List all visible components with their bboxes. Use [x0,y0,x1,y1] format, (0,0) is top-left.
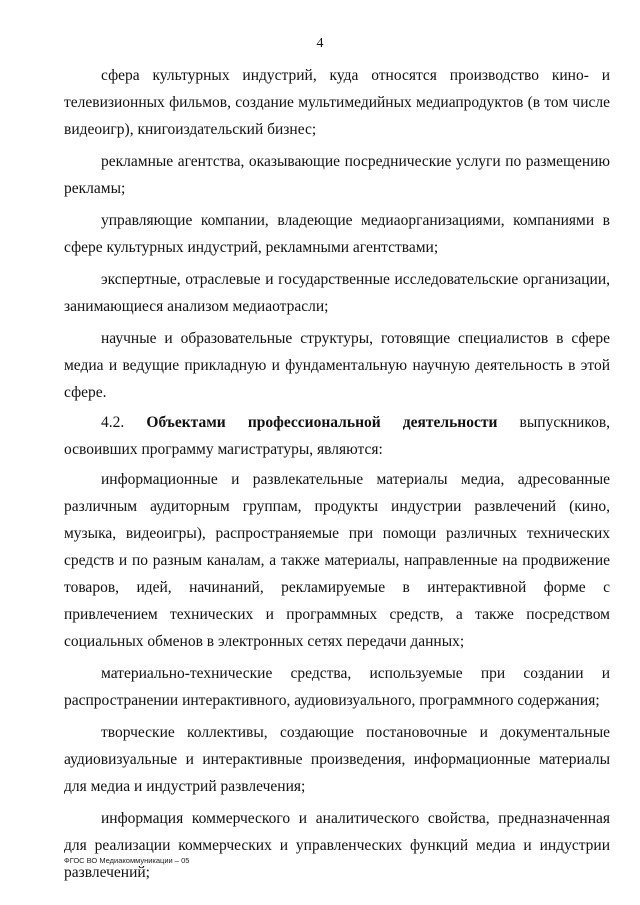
paragraph-management-companies: управляющие компании, владеющие медиаорганизациями, компаниями в сфере культурных индустрий, рекламными агентствами; [64,212,610,256]
item-technical-means: материально-технические средства, используемые при создании и распространении интерактивного, аудиовизуального, программного содержания; [64,665,610,709]
section-rest-text: выпускников, освоивших программу магистратуры, являются: [64,414,611,458]
paragraph-scientific-structures: научные и образовательные структуры, готовящие специалистов в сфере медиа и ведущие прикладную и фундаментальную научную деятельность в этой сфере. [64,330,610,401]
item-commercial-information: информация коммерческого и аналитического свойства, предназначенная для реализации коммерческих и управленческих функций медиа и индустрии развлечений; [64,810,610,881]
section-number: 4.2. [101,414,125,431]
item-information-materials: информационные и развлекательные материалы медиа, адресованные различным аудиторным группам, продукты индустрии развлечений (кино, музыка, видеоигры), распространяемые при помощи различных технических средств и по разным каналам, а также материалы, направленные на продвижение товаров, идей, начинаний, рекламируемые в интерактивной форме с привлечением технических и программных средств, а также посредством социальных обменов в электронных сетях передачи данных; [64,471,610,650]
paragraph-research-organizations: экспертные, отраслевые и государственные исследовательские организации, занимающиеся анализом медиаотрасли; [64,271,610,315]
section-bold-term: Объектами профессиональной деятельности [146,414,498,431]
paragraph-cultural-industries: сфера культурных индустрий, куда относятся производство кино- и телевизионных фильмов, создание мультимедийных медиапродуктов (в том числе видеоигр), книгоиздательский бизнес; [64,67,610,138]
item-creative-teams: творческие коллективы, создающие постановочные и документальные аудиовизуальные и интерактивные произведения, информационные материалы для медиа и индустрий развлечения; [64,724,610,795]
section-4-2-heading [64,409,610,463]
footer-standard-code: ФГОС ВО Медиакоммуникации – 05 [64,856,190,865]
document-body [64,62,610,891]
page-number: 4 [316,36,324,51]
paragraph-advertising-agencies: рекламные агентства, оказывающие посреднические услуги по размещению рекламы; [64,153,610,197]
